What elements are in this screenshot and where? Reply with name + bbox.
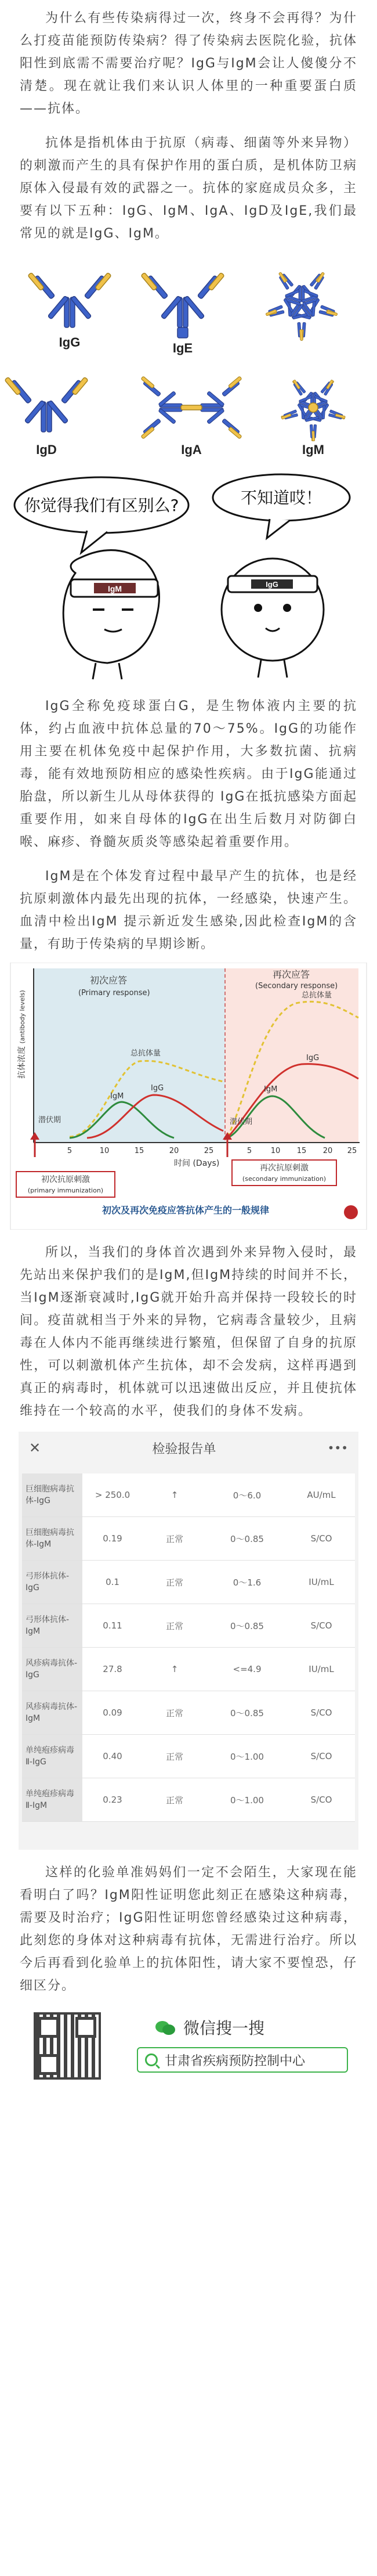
iga-antibody-icon bbox=[141, 376, 242, 439]
table-row bbox=[22, 1517, 355, 1561]
igg-label: IgG bbox=[59, 335, 81, 350]
table-cell: 0～1.00 bbox=[230, 1751, 264, 1762]
test-name-cell: 风疹病毒抗体-IgG bbox=[22, 1648, 82, 1691]
secondary-igg-label: IgG bbox=[306, 1054, 320, 1062]
intro-paragraph: 为什么有些传染病得过一次，终身不会再得？为什么打疫苗能预防传染病？得了传染病去医院化验，抗体阳性到底需不需要治疗呢？IgG与IgM会让人傻傻分不清楚。现在就让我们来认识人体里的一种重要蛋白质——抗体。 bbox=[20, 11, 357, 116]
table-row bbox=[22, 1473, 355, 1517]
table-cell: 27.8 bbox=[103, 1664, 122, 1674]
comic-figure bbox=[0, 466, 377, 683]
test-name-cell: 风疹病毒抗体-IgM bbox=[22, 1691, 82, 1734]
more-menu-icon[interactable]: ••• bbox=[327, 1441, 348, 1455]
primary-igg-label: IgG bbox=[151, 1084, 164, 1093]
table-cell: 0.1 bbox=[106, 1577, 119, 1587]
table-cell: 0～0.85 bbox=[230, 1620, 264, 1631]
table-cell: 0～0.85 bbox=[230, 1533, 264, 1544]
report-title: 检验报告单 bbox=[152, 1442, 216, 1457]
red-logo-icon bbox=[344, 1205, 358, 1219]
right-headband-tag: IgG bbox=[266, 580, 278, 589]
igg-description-paragraph: IgG全称免疫球蛋白G，是生物体液内主要的抗体，约占血液中抗体总量的70～75%。IgG的功能作用主要在机体免疫中起保护作用，大多数抗菌、抗病毒，能有效地预防相应的感染性疾病。由于IgG能通过胎盘，所以新生儿从母体获得的 IgG在抵抗感染方面起重要作用，如来自母体的IgG在出生后数月对防御白喉、麻疹、脊髓灰质炎等感染起着重要作用。 bbox=[20, 699, 357, 849]
tick-label: 10 bbox=[270, 1147, 281, 1155]
tick-label: 15 bbox=[134, 1147, 144, 1155]
tick-label: 25 bbox=[347, 1147, 357, 1155]
table-row bbox=[22, 1691, 355, 1735]
test-name-cell: 单纯疱疹病毒Ⅱ-IgG bbox=[22, 1735, 82, 1778]
igm-description-paragraph: IgM是在个体发育过程中最早产生的抗体，也是经抗原刺激体内最先出现的抗体，一经感染，快速产生。血清中检出IgM 提示新近发生感染,因此检查IgM的含量，有助于传染病的早期诊断。 bbox=[20, 869, 357, 952]
table-cell: IU/mL bbox=[309, 1664, 334, 1674]
immune-response-svg bbox=[0, 963, 377, 1230]
svg-text:初次抗原刺激: 初次抗原刺激 bbox=[41, 1175, 90, 1184]
account-name: 甘肃省疾病预防控制中心 bbox=[165, 2053, 306, 2069]
table-cell: 正常 bbox=[165, 1795, 183, 1806]
search-icon bbox=[145, 2053, 158, 2066]
table-cell: 正常 bbox=[165, 1707, 183, 1718]
table-row bbox=[22, 1561, 355, 1604]
secondary-igm-label: IgM bbox=[264, 1085, 278, 1094]
svg-text:(secondary immunization): (secondary immunization) bbox=[242, 1175, 327, 1183]
igd-antibody-icon bbox=[5, 377, 88, 432]
report-table bbox=[22, 1473, 355, 1822]
igm-label: IgM bbox=[302, 442, 324, 457]
primary-stim-box bbox=[16, 1172, 115, 1197]
account-search-box[interactable] bbox=[137, 2047, 348, 2073]
igm-pentamer-top-icon bbox=[265, 272, 339, 342]
secondary-latent-label: 潜伏期 bbox=[230, 1118, 253, 1126]
comic-illustration bbox=[0, 466, 377, 683]
table-cell: <=4.9 bbox=[233, 1664, 262, 1674]
table-cell: 0.19 bbox=[103, 1533, 122, 1544]
primary-title-en: (Primary response) bbox=[78, 989, 150, 997]
table-cell: 正常 bbox=[165, 1620, 183, 1631]
ige-antibody-icon bbox=[141, 272, 224, 338]
close-icon[interactable]: ✕ bbox=[29, 1440, 41, 1456]
wechat-search-label: 微信搜一搜 bbox=[183, 2019, 265, 2038]
igm-pentamer-icon bbox=[280, 379, 346, 442]
report-header bbox=[19, 1432, 358, 1464]
table-row bbox=[22, 1604, 355, 1648]
secondary-title-en: (Secondary response) bbox=[255, 982, 338, 990]
table-cell: IU/mL bbox=[309, 1577, 334, 1587]
igd-label: IgD bbox=[36, 442, 57, 457]
table-cell: 0～1.6 bbox=[233, 1577, 262, 1588]
table-cell: 0.23 bbox=[103, 1795, 122, 1805]
table-cell: ↑ bbox=[171, 1490, 179, 1500]
secondary-title: 再次应答 bbox=[273, 969, 310, 980]
test-name-cell: 弓形体抗体-IgG bbox=[22, 1561, 82, 1604]
left-bubble-text: 你觉得我们有区别么? bbox=[24, 496, 179, 515]
left-headband-tag: IgM bbox=[107, 584, 122, 593]
table-row bbox=[22, 1735, 355, 1778]
table-cell: S/CO bbox=[310, 1533, 332, 1544]
antibody-definition-paragraph: 抗体是指机体由于抗原（病毒、细菌等外来异物）的刺激而产生的具有保护作用的蛋白质，是机体防卫病原体入侵最有效的武器之一。抗体的家庭成员众多，主要有以下五种：IgG、IgM、IgA、IgD及IgE,我们最常见的就是IgG、IgM。 bbox=[20, 136, 357, 241]
tick-label: 5 bbox=[246, 1147, 252, 1155]
right-bubble-text: 不知道哎！ bbox=[240, 488, 322, 507]
tick-label: 5 bbox=[67, 1147, 72, 1155]
lab-report-screenshot bbox=[0, 1432, 377, 1850]
table-cell: S/CO bbox=[310, 1707, 332, 1718]
table-cell: ↑ bbox=[171, 1664, 179, 1674]
primary-latent-label: 潜伏期 bbox=[38, 1116, 61, 1125]
wechat-search-row bbox=[155, 2016, 264, 2039]
table-row bbox=[22, 1648, 355, 1691]
tick-label: 20 bbox=[322, 1147, 333, 1155]
table-cell: AU/mL bbox=[307, 1490, 336, 1500]
test-name-cell: 巨细胞病毒抗体-IgG bbox=[22, 1473, 82, 1516]
tick-label: 10 bbox=[99, 1147, 110, 1155]
conclusion-paragraph: 这样的化验单准妈妈们一定不会陌生，大家现在能看明白了吗？IgM阳性证明您此刻正在感染这种病毒，需要及时治疗；IgG阳性证明您曾经感染过这种病毒，此刻您的身体对这种病毒有抗体，无需进行治疗。所以今后再看到化验单上的抗体阳性，请大家不要惶恐，仔细区分。 bbox=[20, 1865, 357, 1993]
secondary-total-label: 总抗体量 bbox=[302, 991, 332, 1000]
antibody-types-illustration bbox=[0, 245, 377, 466]
chart-caption: 初次及再次免疫应答抗体产生的一般规律 bbox=[102, 1205, 270, 1216]
test-name-cell: 巨细胞病毒抗体-IgM bbox=[22, 1517, 82, 1560]
table-cell: 正常 bbox=[165, 1751, 183, 1762]
table-cell: 0～1.00 bbox=[230, 1795, 264, 1806]
tick-label: 15 bbox=[296, 1147, 307, 1155]
primary-igm-label: IgM bbox=[110, 1092, 124, 1101]
x-axis-label: 时间 (Days) bbox=[174, 1159, 220, 1168]
table-cell: S/CO bbox=[310, 1751, 332, 1761]
antibody-types-figure bbox=[0, 245, 377, 466]
ige-label: IgE bbox=[172, 341, 193, 355]
table-cell: 0.40 bbox=[103, 1751, 122, 1761]
immunity-paragraph: 所以，当我们的身体首次遇到外来异物入侵时，最先站出来保护我们的是IgM,但IgM持续的时间并不长，当IgM逐渐衰减时,IgG就开始升高并保持一段较长的时间。疫苗就相当于外来的异物，它病毒含量较少，且病毒在人体内不能再继续进行繁殖，但保留了自身的抗原性，可以刺激机体产生抗体，却不会发病，这样再遇到真正的病毒时，机体就可以迅速做出反应，并且使抗体维持在一个较高的水平，使我们的身体不发病。 bbox=[20, 1245, 357, 1418]
iga-label: IgA bbox=[181, 442, 202, 457]
table-cell: 0.11 bbox=[103, 1620, 122, 1631]
table-cell: 0.09 bbox=[103, 1707, 122, 1718]
footer bbox=[0, 1997, 377, 2090]
test-name-cell: 单纯疱疹病毒Ⅱ-IgM bbox=[22, 1778, 82, 1821]
table-cell: S/CO bbox=[310, 1795, 332, 1805]
test-name-cell: 弓形体抗体-IgM bbox=[22, 1604, 82, 1647]
table-cell: 正常 bbox=[165, 1533, 183, 1544]
qr-code-icon[interactable] bbox=[34, 2012, 101, 2080]
svg-text:再次抗原刺激: 再次抗原刺激 bbox=[260, 1163, 309, 1173]
wechat-search-icon bbox=[155, 2019, 176, 2036]
table-cell: 正常 bbox=[165, 1577, 183, 1588]
table-cell: > 250.0 bbox=[95, 1490, 130, 1500]
table-row bbox=[22, 1778, 355, 1822]
tick-label: 20 bbox=[169, 1147, 179, 1155]
igg-antibody-icon bbox=[28, 272, 111, 327]
svg-text:(primary immunization): (primary immunization) bbox=[27, 1187, 104, 1194]
primary-total-label: 总抗体量 bbox=[130, 1049, 161, 1058]
primary-title: 初次应答 bbox=[90, 975, 128, 986]
tick-label: 25 bbox=[204, 1147, 214, 1155]
secondary-stim-box bbox=[232, 1160, 336, 1186]
immune-response-chart bbox=[0, 963, 377, 1230]
table-cell: 0～0.85 bbox=[230, 1707, 264, 1718]
table-cell: 0～6.0 bbox=[233, 1490, 262, 1501]
y-axis-label: 抗体浓度 (antibody levels) bbox=[17, 990, 27, 1079]
table-cell: S/CO bbox=[310, 1620, 332, 1631]
